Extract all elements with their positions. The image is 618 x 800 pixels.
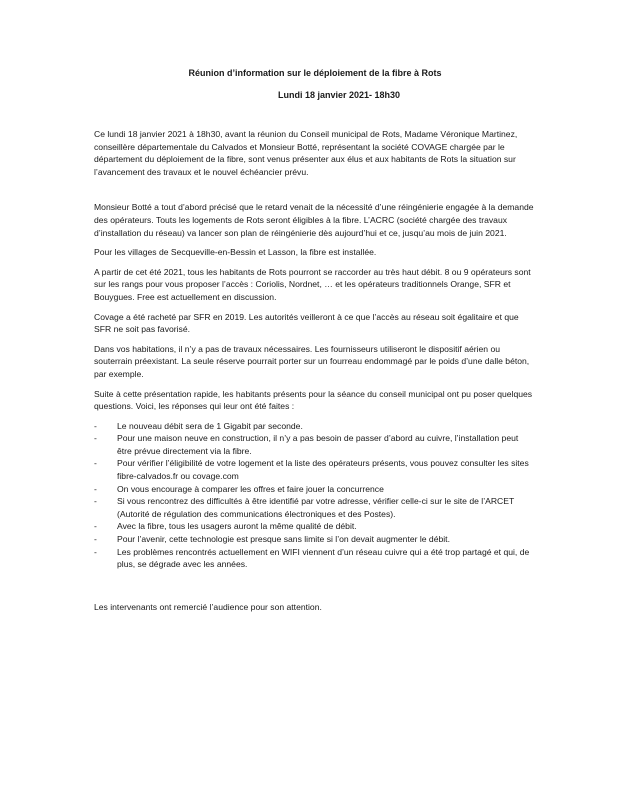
paragraph-covage: Covage a été racheté par SFR en 2019. Les autorités veilleront à ce que l’accès au réseau soit égalitaire et que SFR ne soit pas favorisé. — [94, 311, 519, 335]
bullet-dash: - — [94, 546, 97, 557]
paragraph-questions: Suite à cette présentation rapide, les habitants présents pour la séance du conseil municipal ont pu poser quelques questions. Voici, les réponses qui leur ont été faites : — [94, 388, 533, 412]
bullet-dash: - — [94, 534, 97, 545]
paragraph-intro: Ce lundi 18 janvier 2021 à 18h30, avant la réunion du Conseil municipal de Rots, Madame Véronique Martinez, conseillère départementale du Calvados et Monsieur Botté, représentant la société COVAGE chargée par le département du déploiement de la fibre, sont venus présenter aux élus et aux habitants de Rots la situation sur l’avancement des travaux et le nouvel échéancier prévu. — [94, 129, 518, 177]
paragraph-habitations: Dans vos habitations, il n’y a pas de travaux nécessaires. Les fournisseurs utiliseront le dispositif aérien ou souterrain préexistant. La seule réserve pourrait porter sur un fourreau endommagé par le poids d’une dalle béton, par exemple. — [94, 343, 530, 379]
bullet-dash: - — [94, 420, 97, 431]
list-item — [94, 495, 534, 520]
answer-text: Les problèmes rencontrés actuellement en WIFI viennent d’un réseau cuivre qui a été trop partagé et qui, de plus, se dégrade avec les années. — [117, 546, 530, 570]
answer-text: Pour vérifier l’éligibilité de votre logement et la liste des opérateurs présents, vous pouvez consulter les sites fibre-calvados.fr ou covage.com — [117, 458, 529, 482]
answer-text: Pour l’avenir, cette technologie est presque sans limite si l’on devait augmenter le débit. — [117, 534, 450, 545]
answer-text: Le nouveau débit sera de 1 Gigabit par seconde. — [117, 420, 303, 431]
document-title: Réunion d’information sur le déploiement de la fibre à Rots — [188, 68, 442, 78]
document-body — [94, 128, 534, 613]
list-item — [94, 457, 534, 482]
answer-text: Avec la fibre, tous les usagers auront la même qualité de débit. — [117, 521, 357, 532]
paragraph-villages: Pour les villages de Secqueville-en-Bessin et Lasson, la fibre est installée. — [94, 247, 377, 258]
answer-text: Si vous rencontrez des difficultés à être identifié par votre adresse, vérifier celle-ci sur le site de l’ARCET (Autorité de régulation des communications électroniques et des Postes). — [117, 496, 515, 519]
answers-list — [94, 420, 534, 571]
answer-text: Pour une maison neuve en construction, il n’y a pas besoin de passer d’abord au cuivre, l’installation peut être prévue directement via la fibre. — [117, 433, 519, 456]
bullet-dash: - — [94, 496, 97, 507]
list-item — [94, 520, 534, 533]
list-item — [94, 420, 534, 433]
bullet-dash: - — [94, 433, 97, 444]
paragraph-delay: Monsieur Botté a tout d’abord précisé que le retard venait de la nécessité d’une réingénierie engagée à la demande des opérateurs. Touts les logements de Rots seront éligibles à la fibre. L’ACRC (société chargée des travaux d’installation du réseau) va lancer son plan de réingénierie dès aujourd’hui et ce, jusqu’au mois de juin 2021. — [94, 202, 534, 238]
list-item — [94, 533, 534, 546]
paragraph-operators: A partir de cet été 2021, tous les habitants de Rots pourront se raccorder au très haut débit. 8 ou 9 opérateurs sont sur les rangs pour vous proposer l’accès : Coriolis, Nordnet, … et les opérateurs traditionnels Orange, SFR et Bouygues. Free est actuellement en discussion. — [94, 266, 531, 302]
title-block — [0, 68, 618, 101]
bullet-dash: - — [94, 521, 97, 532]
bullet-dash: - — [94, 458, 97, 469]
document-subtitle: Lundi 18 janvier 2021- 18h30 — [277, 90, 401, 100]
list-item — [94, 483, 534, 496]
list-item — [94, 546, 534, 571]
bullet-dash: - — [94, 483, 97, 494]
paragraph-closing: Les intervenants ont remercié l’audience pour son attention. — [94, 601, 322, 612]
list-item — [94, 432, 534, 457]
answer-text: On vous encourage à comparer les offres et faire jouer la concurrence — [117, 483, 384, 494]
